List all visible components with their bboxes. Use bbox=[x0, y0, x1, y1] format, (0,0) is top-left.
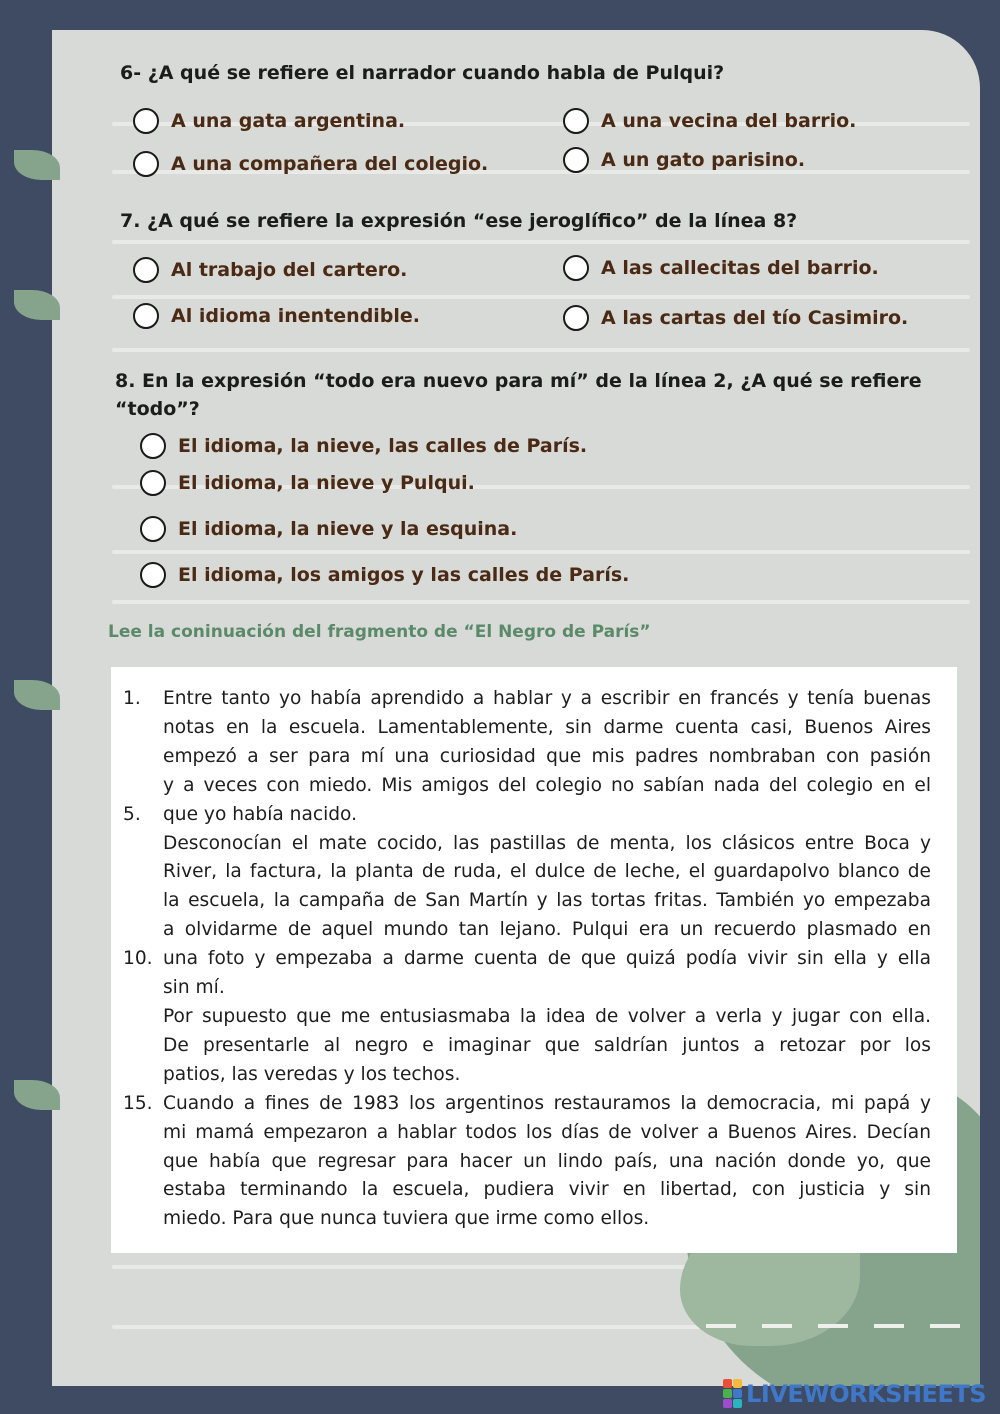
q8-option-2[interactable] bbox=[140, 470, 475, 496]
passage-line bbox=[123, 1148, 931, 1177]
radio-button-icon[interactable] bbox=[563, 255, 589, 281]
radio-button-icon[interactable] bbox=[563, 108, 589, 134]
logo-wordmark: LIVEWORKSHEETS bbox=[746, 1379, 986, 1408]
line-text: notas en la escuela. Lamentablemente, sin darme cuenta casi, Buenos Aires bbox=[163, 716, 931, 738]
q6-option-4[interactable] bbox=[563, 147, 805, 173]
line-number bbox=[123, 830, 163, 859]
question-8-title bbox=[115, 370, 922, 420]
line-number bbox=[123, 974, 163, 1003]
passage-line bbox=[123, 1032, 931, 1061]
line-number bbox=[123, 1119, 163, 1148]
line-number bbox=[123, 714, 163, 743]
line-text: empezó a ser para mí una curiosidad que mis padres nombraban con pasión bbox=[163, 745, 931, 767]
line-number bbox=[123, 743, 163, 772]
passage-line bbox=[123, 1205, 931, 1234]
radio-button-icon[interactable] bbox=[563, 305, 589, 331]
passage-line bbox=[123, 685, 931, 714]
q8-option-4[interactable] bbox=[140, 562, 629, 588]
option-label: El idioma, la nieve, las calles de París. bbox=[178, 435, 588, 457]
q7-option-2[interactable] bbox=[563, 255, 879, 281]
option-label: A una vecina del barrio. bbox=[601, 110, 857, 132]
line-text: sin mí. bbox=[163, 977, 225, 999]
line-text: River, la factura, la planta de ruda, el dulce de leche, el guardapolvo blanco de bbox=[163, 861, 931, 883]
line-number bbox=[123, 858, 163, 887]
line-text: miedo. Para que nunca tuviera que irme como ellos. bbox=[163, 1208, 650, 1230]
liveworksheets-logo-icon bbox=[723, 1379, 742, 1408]
line-text: la escuela, la campaña de San Martín y las tortas fritas. También yo empezaba bbox=[163, 890, 931, 912]
line-number bbox=[123, 772, 163, 801]
option-label: A una gata argentina. bbox=[171, 110, 406, 132]
passage-line bbox=[123, 1003, 931, 1032]
option-label: Al idioma inentendible. bbox=[171, 305, 421, 327]
passage-line bbox=[123, 1061, 931, 1090]
passage-line bbox=[123, 801, 931, 830]
line-number bbox=[123, 1032, 163, 1061]
line-text: Por supuesto que me entusiasmaba la idea de volver a verla y jugar con ella. bbox=[163, 1005, 931, 1027]
line-number: 10. bbox=[123, 948, 153, 970]
option-label: Al trabajo del cartero. bbox=[171, 259, 408, 281]
q6-option-3[interactable] bbox=[133, 151, 488, 177]
reading-passage bbox=[111, 667, 957, 1253]
reading-instruction: Lee la coninuación del fragmento de “El Negro de París” bbox=[108, 622, 651, 642]
passage-line bbox=[123, 945, 931, 974]
q7-option-3[interactable] bbox=[133, 303, 420, 329]
line-text: y a veces con miedo. Mis amigos del colegio no sabían nada del colegio en el bbox=[163, 774, 931, 796]
option-label: A las cartas del tío Casimiro. bbox=[601, 307, 909, 329]
option-label: El idioma, la nieve y Pulqui. bbox=[178, 472, 475, 494]
line-text: que había que regresar para hacer un lindo país, una nación donde yo, que bbox=[163, 1150, 931, 1172]
passage-line bbox=[123, 1090, 931, 1119]
line-number bbox=[123, 1176, 163, 1205]
passage-line bbox=[123, 974, 931, 1003]
question-7-title: 7. ¿A qué se refiere la expresión “ese jeroglífico” de la línea 8? bbox=[120, 210, 798, 232]
q8-option-3[interactable] bbox=[140, 516, 517, 542]
line-number bbox=[123, 1148, 163, 1177]
q6-option-1[interactable] bbox=[133, 108, 405, 134]
option-label: A un gato parisino. bbox=[601, 149, 806, 171]
decorative-dashes bbox=[706, 1324, 960, 1328]
radio-button-icon[interactable] bbox=[133, 108, 159, 134]
line-text: a olvidarme de aquel mundo tan lejano. Pulqui era un recuerdo plasmado en bbox=[163, 919, 931, 941]
line-number bbox=[123, 1205, 163, 1234]
option-label: A las callecitas del barrio. bbox=[601, 257, 879, 279]
line-number: 15. bbox=[123, 1092, 153, 1114]
radio-button-icon[interactable] bbox=[563, 147, 589, 173]
liveworksheets-logo[interactable] bbox=[723, 1379, 986, 1408]
passage-line bbox=[123, 714, 931, 743]
radio-button-icon[interactable] bbox=[140, 433, 166, 459]
radio-button-icon[interactable] bbox=[140, 470, 166, 496]
passage-line bbox=[123, 772, 931, 801]
radio-button-icon[interactable] bbox=[140, 516, 166, 542]
line-number: 1. bbox=[123, 688, 141, 709]
line-text: patios, las veredas y los techos. bbox=[163, 1063, 461, 1085]
line-text: Entre tanto yo había aprendido a hablar y a escribir en francés y tenía buenas bbox=[163, 688, 931, 709]
line-number: 5. bbox=[123, 803, 141, 825]
passage-line bbox=[123, 916, 931, 945]
line-number bbox=[123, 887, 163, 916]
line-text: Desconocían el mate cocido, las pastillas de menta, los clásicos entre Boca y bbox=[163, 832, 931, 854]
passage-line bbox=[123, 1176, 931, 1205]
line-text: una foto y empezaba a darme cuenta de que quizá podía vivir sin ella y ella bbox=[163, 948, 931, 970]
q7-option-4[interactable] bbox=[563, 305, 908, 331]
passage-line bbox=[123, 887, 931, 916]
option-label: El idioma, los amigos y las calles de París. bbox=[178, 564, 630, 586]
line-text: estaba terminando la escuela, pudiera vivir en libertad, con justicia y sin bbox=[163, 1179, 931, 1201]
passage-line bbox=[123, 1119, 931, 1148]
q7-option-1[interactable] bbox=[133, 257, 407, 283]
option-label: A una compañera del colegio. bbox=[171, 153, 489, 175]
passage-line bbox=[123, 858, 931, 887]
question-6-title: 6- ¿A qué se refiere el narrador cuando habla de Pulqui? bbox=[120, 62, 725, 84]
radio-button-icon[interactable] bbox=[133, 257, 159, 283]
passage-line bbox=[123, 830, 931, 859]
radio-button-icon[interactable] bbox=[133, 151, 159, 177]
passage-line bbox=[123, 743, 931, 772]
line-number bbox=[123, 1061, 163, 1090]
radio-button-icon[interactable] bbox=[140, 562, 166, 588]
line-text: De presentarle al negro e imaginar que saldrían juntos a retozar por los bbox=[163, 1034, 931, 1056]
q8-option-1[interactable] bbox=[140, 433, 587, 459]
line-number bbox=[123, 1003, 163, 1032]
question-8-line-1: 8. En la expresión “todo era nuevo para mí” de la línea 2, ¿A qué se refiere bbox=[115, 370, 922, 392]
question-8-line-2: “todo”? bbox=[115, 398, 200, 420]
line-text: Cuando a fines de 1983 los argentinos restauramos la democracia, mi papá y bbox=[163, 1092, 931, 1114]
q6-option-2[interactable] bbox=[563, 108, 856, 134]
line-number bbox=[123, 916, 163, 945]
line-text: mi mamá empezaron a hablar todos los días de volver a Buenos Aires. Decían bbox=[163, 1121, 931, 1143]
option-label: El idioma, la nieve y la esquina. bbox=[178, 518, 518, 540]
line-text: que yo había nacido. bbox=[163, 803, 358, 825]
radio-button-icon[interactable] bbox=[133, 303, 159, 329]
